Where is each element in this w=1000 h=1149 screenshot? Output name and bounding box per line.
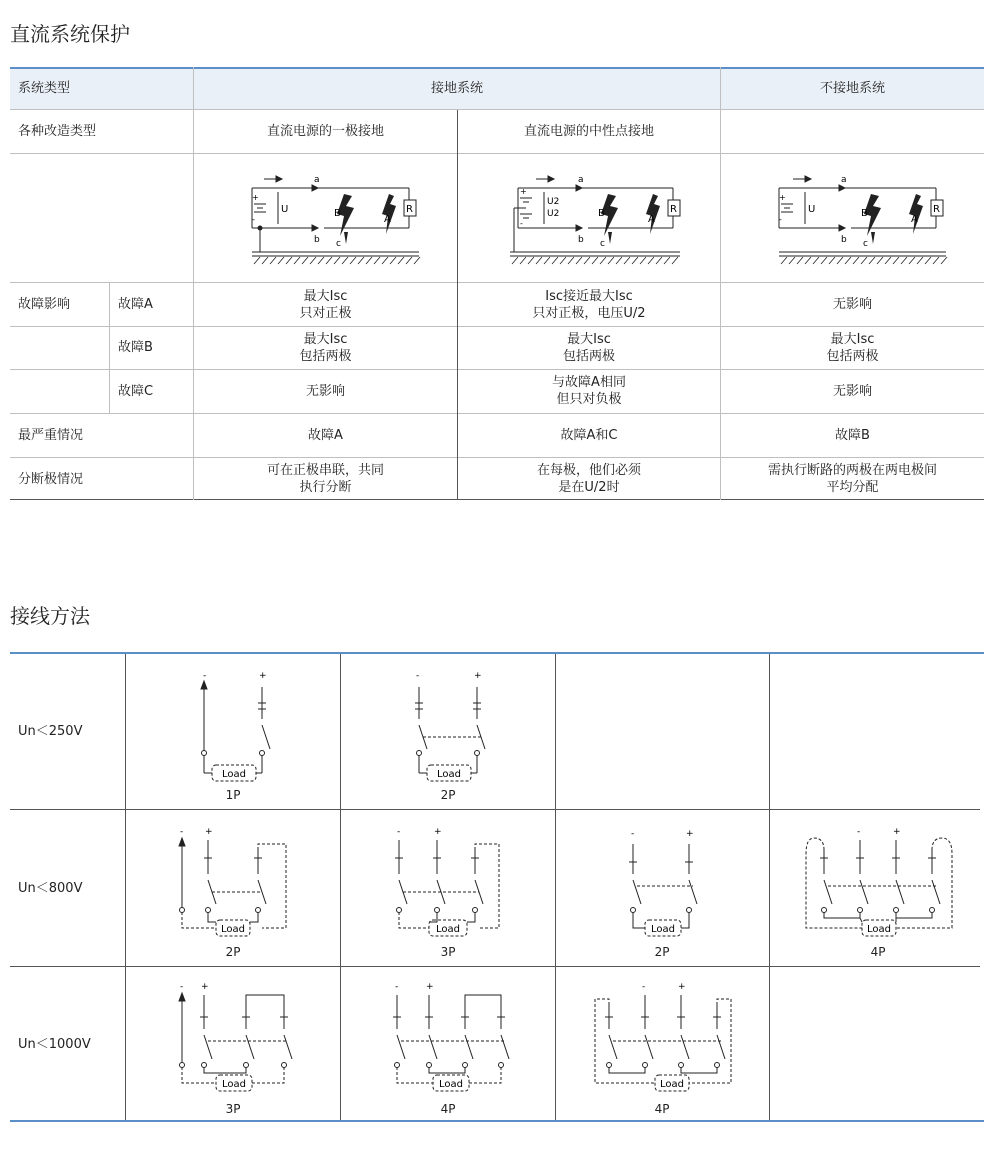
label-a: a	[578, 175, 584, 185]
mode-col1: 直流电源的一极接地	[266, 124, 384, 139]
row-label-worst: 最严重情况	[18, 428, 84, 443]
diagram-ungrounded	[721, 154, 984, 282]
fault-c-col2: 与故障A相同 但只对负极	[552, 375, 626, 407]
breaking-col1: 可在正极串联，共同 执行分断	[266, 463, 384, 495]
caption-r2c1: 2P	[225, 945, 241, 959]
plus-sign: +	[474, 671, 482, 681]
label-minus: -	[779, 215, 782, 224]
label-fault-b: B	[334, 208, 341, 219]
row-label-modes: 各种改造类型	[18, 124, 97, 139]
label-fault-c: c	[863, 239, 868, 249]
grid-line	[109, 283, 110, 413]
minus-sign: -	[642, 982, 646, 992]
minus-sign: -	[416, 671, 420, 681]
grid-line	[10, 282, 984, 283]
diagram-midpoint-grounded	[458, 154, 720, 282]
label-a: a	[841, 175, 847, 185]
grid-line	[769, 654, 770, 1120]
fault-a-label: 故障A	[118, 297, 153, 312]
row-label-fault-effect: 故障影响	[18, 297, 71, 312]
fault-a-col2: Isc接近最大Isc 只对正极，电压U/2	[532, 288, 646, 321]
wiring-diagram-1p-250v	[180, 669, 290, 784]
wiring-diagram-4p-1000v	[385, 979, 515, 1094]
caption-r1c1: 1P	[225, 788, 241, 802]
minus-sign: -	[395, 982, 399, 992]
row-label-breaking: 分断极情况	[18, 471, 84, 487]
grid-line	[10, 809, 980, 810]
label-a: a	[314, 175, 320, 185]
grid-line	[10, 457, 984, 458]
load-label: Load	[222, 1079, 246, 1090]
caption-r3c1: 3P	[225, 1102, 241, 1116]
header-system-type: 系统类型	[18, 80, 71, 96]
caption-r2c4: 4P	[870, 945, 886, 959]
load-label: Load	[222, 769, 246, 780]
ground-node	[258, 226, 263, 231]
load-label: Load	[439, 1079, 463, 1090]
plus-sign: +	[686, 829, 694, 839]
minus-sign: -	[203, 671, 207, 681]
worst-col1: 故障A	[308, 428, 343, 443]
fault-b-col1: 最大Isc 包括两极	[299, 331, 352, 364]
grid-line	[340, 654, 341, 1120]
label-plus: +	[252, 193, 259, 202]
wiring-diagram-2p-800v	[170, 824, 300, 939]
label-plus: +	[520, 187, 527, 196]
grid-line	[720, 67, 721, 500]
label-fault-b: B	[861, 208, 868, 219]
grid-line	[10, 413, 984, 414]
section-title-dc-protection: 直流系统保护	[10, 22, 130, 46]
fault-b-col2: 最大Isc 包括两极	[562, 331, 615, 364]
mode-col2: 直流电源的中性点接地	[523, 124, 654, 139]
worst-col2: 故障A和C	[560, 428, 618, 443]
label-half-voltage-top: U2	[547, 197, 560, 207]
load-label: Load	[436, 924, 460, 935]
caption-r3c3: 4P	[654, 1102, 670, 1116]
grid-line	[10, 966, 980, 967]
diagram-one-pole-grounded	[194, 154, 457, 282]
grid-line	[125, 654, 126, 1120]
label-minus: -	[252, 215, 255, 224]
minus-sign: -	[631, 829, 635, 839]
plus-sign: +	[434, 827, 442, 837]
plus-sign: +	[678, 982, 686, 992]
wiring-diagram-4p-800v	[800, 824, 960, 939]
grid-line	[10, 369, 984, 370]
label-resistor: R	[933, 204, 940, 215]
fault-c-label: 故障C	[118, 383, 154, 399]
wiring-diagram-2p-800v-b	[605, 824, 715, 939]
wiring-diagram-2p-250v	[395, 669, 505, 784]
label-b: b	[841, 235, 847, 245]
label-b: b	[314, 235, 320, 245]
grid-line	[10, 153, 984, 154]
grid-line	[10, 109, 984, 110]
wiring-diagram-4p-1000v-b	[585, 979, 745, 1094]
header-grounded: 接地系统	[430, 80, 483, 96]
voltage-row-1000: Un＜1000V	[18, 1037, 91, 1052]
label-fault-c: c	[336, 239, 341, 249]
fault-c-col1: 无影响	[305, 383, 345, 399]
plus-sign: +	[205, 827, 213, 837]
label-fault-b: B	[598, 208, 605, 219]
label-half-voltage-bottom: U2	[547, 209, 560, 219]
minus-sign: -	[180, 827, 184, 837]
caption-r1c2: 2P	[440, 788, 456, 802]
voltage-row-250: Un＜250V	[18, 724, 83, 739]
plus-sign: +	[201, 982, 209, 992]
worst-col3: 故障B	[835, 428, 870, 443]
label-fault-c: c	[600, 239, 605, 249]
grid-line-bottom	[10, 499, 984, 500]
plus-sign: +	[259, 671, 267, 681]
dc-protection-table	[10, 67, 984, 500]
label-b: b	[578, 235, 584, 245]
caption-r2c2: 3P	[440, 945, 456, 959]
label-fault-a: A	[911, 214, 918, 225]
breaking-col2: 在每极，他们必须 是在U/2时	[536, 463, 641, 495]
label-minus: -	[520, 219, 523, 228]
plus-sign: +	[426, 982, 434, 992]
fault-c-col3: 无影响	[832, 383, 872, 399]
label-resistor: R	[406, 204, 413, 215]
header-ungrounded: 不接地系统	[819, 80, 885, 96]
label-fault-a: A	[384, 214, 391, 225]
grid-line	[10, 326, 984, 327]
fault-a-col1: 最大Isc 只对正极	[299, 288, 352, 321]
wiring-diagram-3p-800v	[385, 824, 515, 939]
wiring-table	[10, 652, 984, 1122]
minus-sign: -	[397, 827, 401, 837]
minus-sign: -	[180, 982, 184, 992]
load-label: Load	[221, 924, 245, 935]
caption-r2c3: 2P	[654, 945, 670, 959]
fault-b-label: 故障B	[118, 340, 153, 355]
section-title-wiring: 接线方法	[10, 604, 90, 628]
load-label: Load	[651, 924, 675, 935]
label-resistor: R	[670, 204, 677, 215]
grid-line	[193, 67, 194, 500]
load-label: Load	[867, 924, 891, 935]
minus-sign: -	[857, 827, 861, 837]
load-label: Load	[660, 1079, 684, 1090]
grid-line	[555, 654, 556, 1120]
label-voltage: U	[281, 204, 289, 215]
breaking-col3: 需执行断路的两极在两电极间 平均分配	[767, 463, 937, 495]
fault-b-col3: 最大Isc 包括两极	[826, 331, 879, 364]
voltage-row-800: Un＜800V	[18, 880, 83, 896]
label-plus: +	[779, 193, 786, 202]
label-fault-a: A	[648, 214, 655, 225]
caption-r3c2: 4P	[440, 1102, 456, 1116]
plus-sign: +	[893, 827, 901, 837]
load-label: Load	[437, 769, 461, 780]
wiring-diagram-3p-1000v	[170, 979, 300, 1094]
label-voltage: U	[808, 204, 816, 215]
grid-line	[457, 110, 458, 500]
fault-a-col3: 无影响	[832, 297, 872, 312]
